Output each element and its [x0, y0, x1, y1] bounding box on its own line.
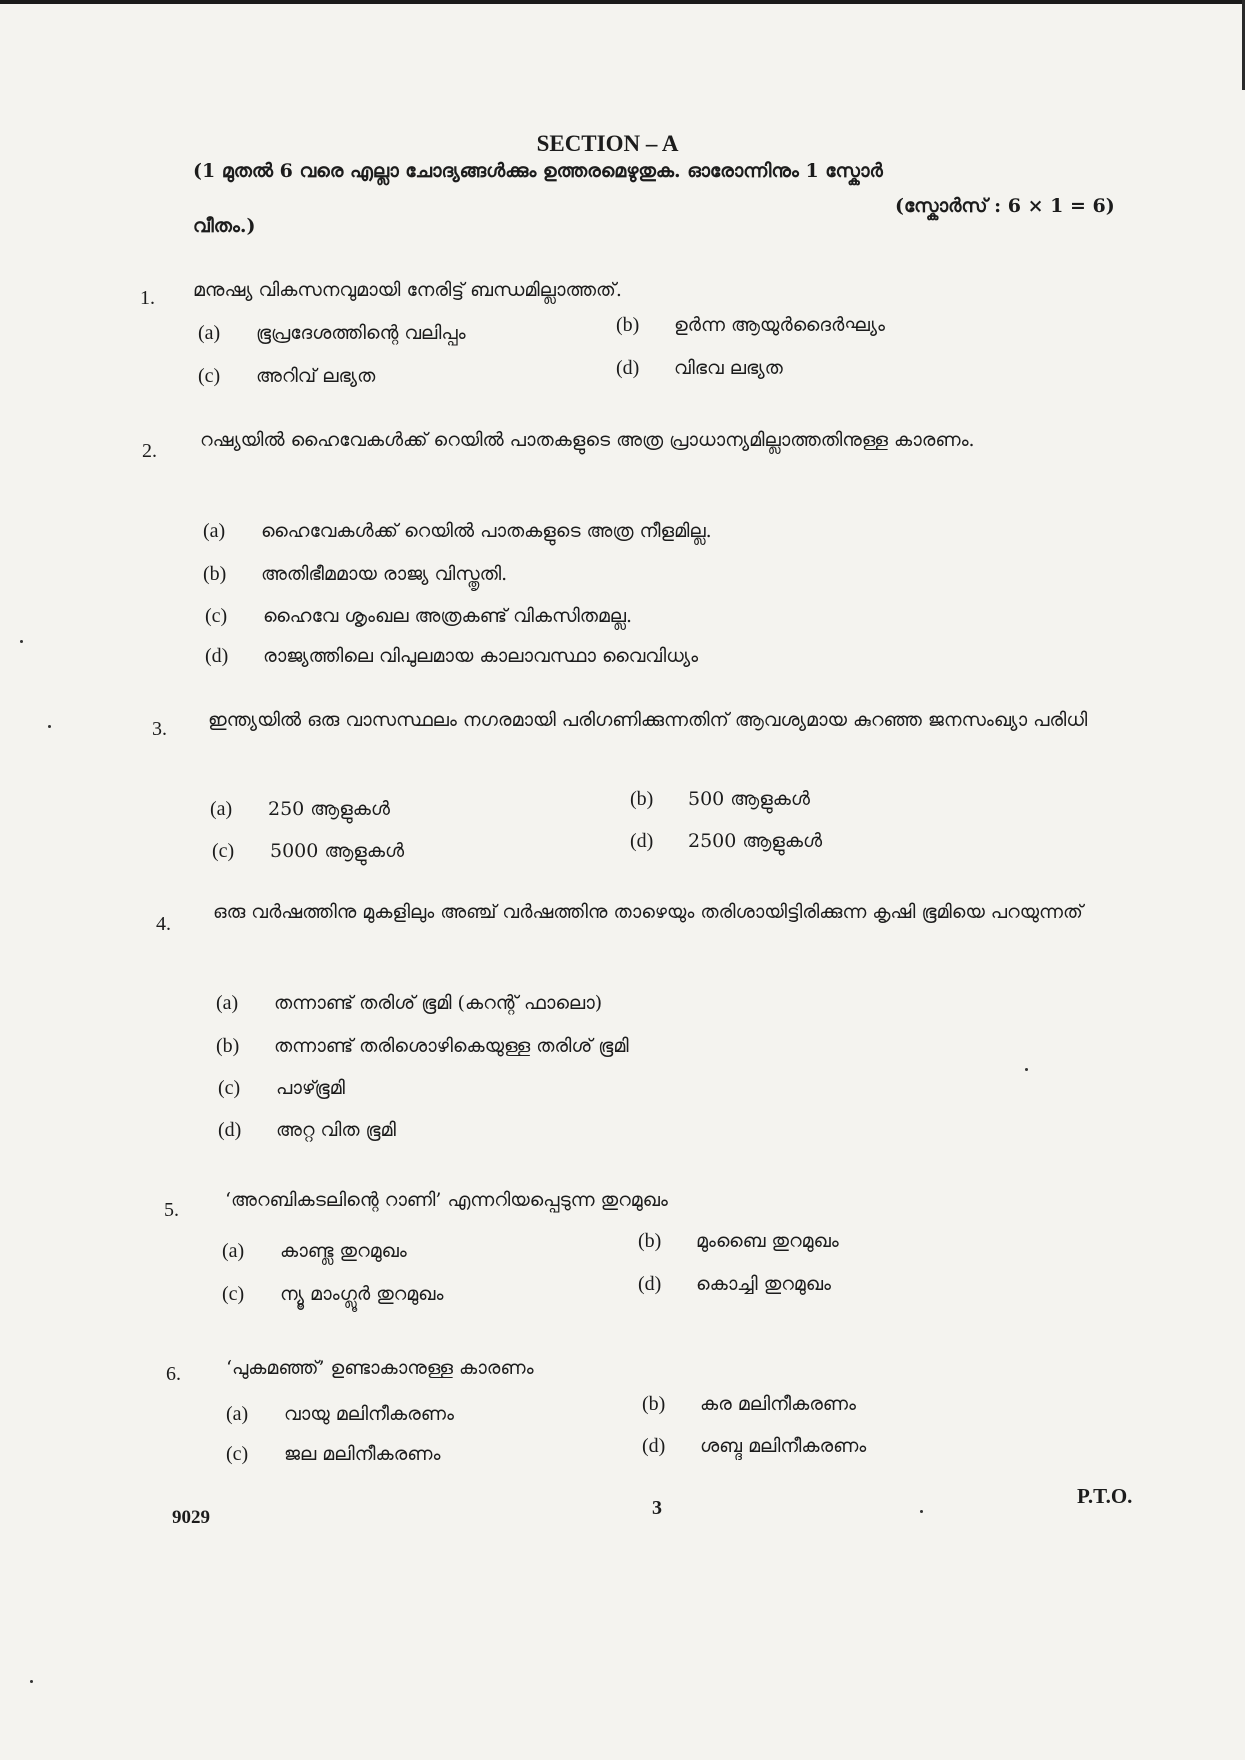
option-label: (c) [212, 840, 235, 862]
option-d [218, 1119, 396, 1142]
option-b [616, 314, 885, 337]
option-text: കര മലിനീകരണം [700, 1393, 856, 1415]
option-text: 5000 ആളുകൾ [270, 840, 405, 862]
option-text: തന്നാണ്ട് തരിശ് ഭൂമി (കറന്റ് ഫാലൊ) [274, 992, 603, 1014]
question-text: മനുഷ്യ വികസനവുമായി നേരിട്ട് ബന്ധമില്ലാത്തത്. [193, 279, 622, 301]
option-c [218, 1077, 345, 1100]
option-a [198, 322, 466, 345]
option-label: (d) [616, 357, 640, 379]
section-title: SECTION – A [536, 131, 679, 156]
option-text: വിഭവ ലഭ്യത [674, 357, 783, 379]
option-text: അറിവ് ലഭ്യത [256, 365, 376, 387]
option-b [642, 1393, 856, 1416]
question-number: 3. [152, 718, 167, 740]
option-text: കൊച്ചി തുറമുഖം [696, 1273, 831, 1295]
option-c [212, 840, 404, 863]
option-a [216, 992, 602, 1015]
option-b [638, 1230, 839, 1253]
question-number: 5. [164, 1199, 179, 1221]
option-text: 500 ആളുകൾ [688, 788, 810, 810]
option-text: അതിഭീമമായ രാജ്യ വിസ്തൃതി. [261, 563, 508, 585]
option-d [630, 830, 822, 853]
option-text: ജല മലിനീകരണം [284, 1443, 441, 1465]
option-d [638, 1273, 831, 1296]
option-label: (c) [222, 1283, 245, 1305]
score-note: (സ്കോർസ് : 6 × 1 = 6) [895, 195, 1115, 217]
option-label: (b) [642, 1393, 666, 1415]
option-b [216, 1035, 629, 1058]
scan-speck [1025, 1068, 1028, 1071]
option-label: (a) [226, 1403, 249, 1425]
page-number: 3 [652, 1497, 662, 1519]
option-label: (a) [222, 1240, 245, 1262]
question-text: റഷ്യയിൽ ഹൈവേകൾക്ക് റെയിൽ പാതകളുടെ അത്ര പ്രാധാന്യമില്ലാത്തതിനുള്ള കാരണം. [200, 429, 975, 451]
option-text: കാണ്ട്ല തുറമുഖം [280, 1240, 407, 1262]
option-c [226, 1443, 440, 1466]
scan-speck [920, 1510, 923, 1513]
option-c [198, 365, 375, 388]
option-label: (b) [616, 314, 640, 336]
scan-speck [20, 640, 23, 643]
option-text: രാജ്യത്തിലെ വിപുലമായ കാലാവസ്ഥാ വൈവിധ്യം [263, 645, 699, 667]
option-label: (a) [198, 322, 221, 344]
option-label: (d) [642, 1435, 666, 1457]
question-number: 4. [156, 913, 171, 935]
option-label: (b) [203, 563, 227, 585]
option-d [205, 645, 698, 668]
instruction-line-1: (1 മുതൽ 6 വരെ എല്ലാ ചോദ്യങ്ങൾക്കും ഉത്തരമെഴുതുക. ഓരോന്നിനും 1 സ്കോർ [193, 160, 883, 182]
question-number: 1. [140, 287, 155, 309]
option-label: (d) [205, 645, 229, 667]
option-label: (a) [210, 798, 233, 820]
question-text: ഇന്ത്യയിൽ ഒരു വാസസ്ഥലം നഗരമായി പരിഗണിക്കുന്നതിന് ആവശ്യമായ കുറഞ്ഞ ജനസംഖ്യാ പരിധി [208, 709, 1088, 731]
question-text: ‘പുകമഞ്ഞ്’ ഉണ്ടാകാനുള്ള കാരണം [226, 1357, 534, 1379]
scan-speck [30, 1680, 33, 1683]
option-a [210, 798, 390, 821]
option-d [616, 357, 783, 380]
paper-code: 9029 [172, 1507, 210, 1528]
option-text: ഉർന്ന ആയുർദൈർഘ്യം [674, 314, 885, 336]
option-label: (d) [638, 1273, 662, 1295]
option-text: ഹൈവേകൾക്ക് റെയിൽ പാതകളുടെ അത്ര നീളമില്ല. [261, 520, 712, 542]
option-label: (c) [198, 365, 221, 387]
option-text: ഹൈവേ ശൃംഖല അത്രകണ്ട് വികസിതമല്ല. [263, 605, 633, 627]
option-label: (c) [205, 605, 228, 627]
option-c [205, 605, 632, 628]
option-label: (c) [226, 1443, 249, 1465]
option-label: (b) [638, 1230, 662, 1252]
question-text: ‘അറബികടലിന്റെ റാണി’ എന്നറിയപ്പെടുന്ന തുറമുഖം [225, 1189, 668, 1211]
option-label: (a) [216, 992, 239, 1014]
option-text: വായു മലിനീകരണം [284, 1403, 454, 1425]
option-text: തന്നാണ്ട് തരിശൊഴികെയുള്ള തരിശ് ഭൂമി [274, 1035, 629, 1057]
option-label: (b) [216, 1035, 240, 1057]
option-text: ശബ്ദ മലിനീകരണം [700, 1435, 867, 1457]
option-label: (a) [203, 520, 226, 542]
option-label: (d) [630, 830, 654, 852]
pto-label: P.T.O. [1077, 1484, 1133, 1508]
option-a [226, 1403, 454, 1426]
option-b [203, 563, 507, 586]
scan-speck [48, 725, 51, 728]
question-number: 6. [166, 1363, 181, 1385]
option-d [642, 1435, 866, 1458]
instruction-line-2: വീതം.) [193, 215, 256, 237]
option-text: പാഴ്ഭൂമി [276, 1077, 345, 1099]
option-text: അറ്റ വിത ഭൂമി [276, 1119, 396, 1141]
option-label: (d) [218, 1119, 242, 1141]
option-a [203, 520, 712, 543]
option-c [222, 1283, 443, 1306]
option-text: ഭൂപ്രദേശത്തിന്റെ വലിപ്പം [256, 322, 466, 344]
option-label: (b) [630, 788, 654, 810]
option-text: ന്യൂ മാംഗ്ലൂർ തുറമുഖം [280, 1283, 444, 1305]
option-a [222, 1240, 407, 1263]
option-text: 250 ആളുകൾ [268, 798, 390, 820]
question-text: ഒരു വർഷത്തിനു മുകളിലും അഞ്ച് വർഷത്തിനു താഴെയും തരിശായിട്ടിരിക്കുന്ന കൃഷി ഭൂമിയെ പറയുന്നത് [213, 901, 1083, 923]
option-text: 2500 ആളുകൾ [688, 830, 823, 852]
option-text: മുംബൈ തുറമുഖം [696, 1230, 839, 1252]
option-label: (c) [218, 1077, 241, 1099]
option-b [630, 788, 810, 811]
question-number: 2. [142, 440, 157, 462]
